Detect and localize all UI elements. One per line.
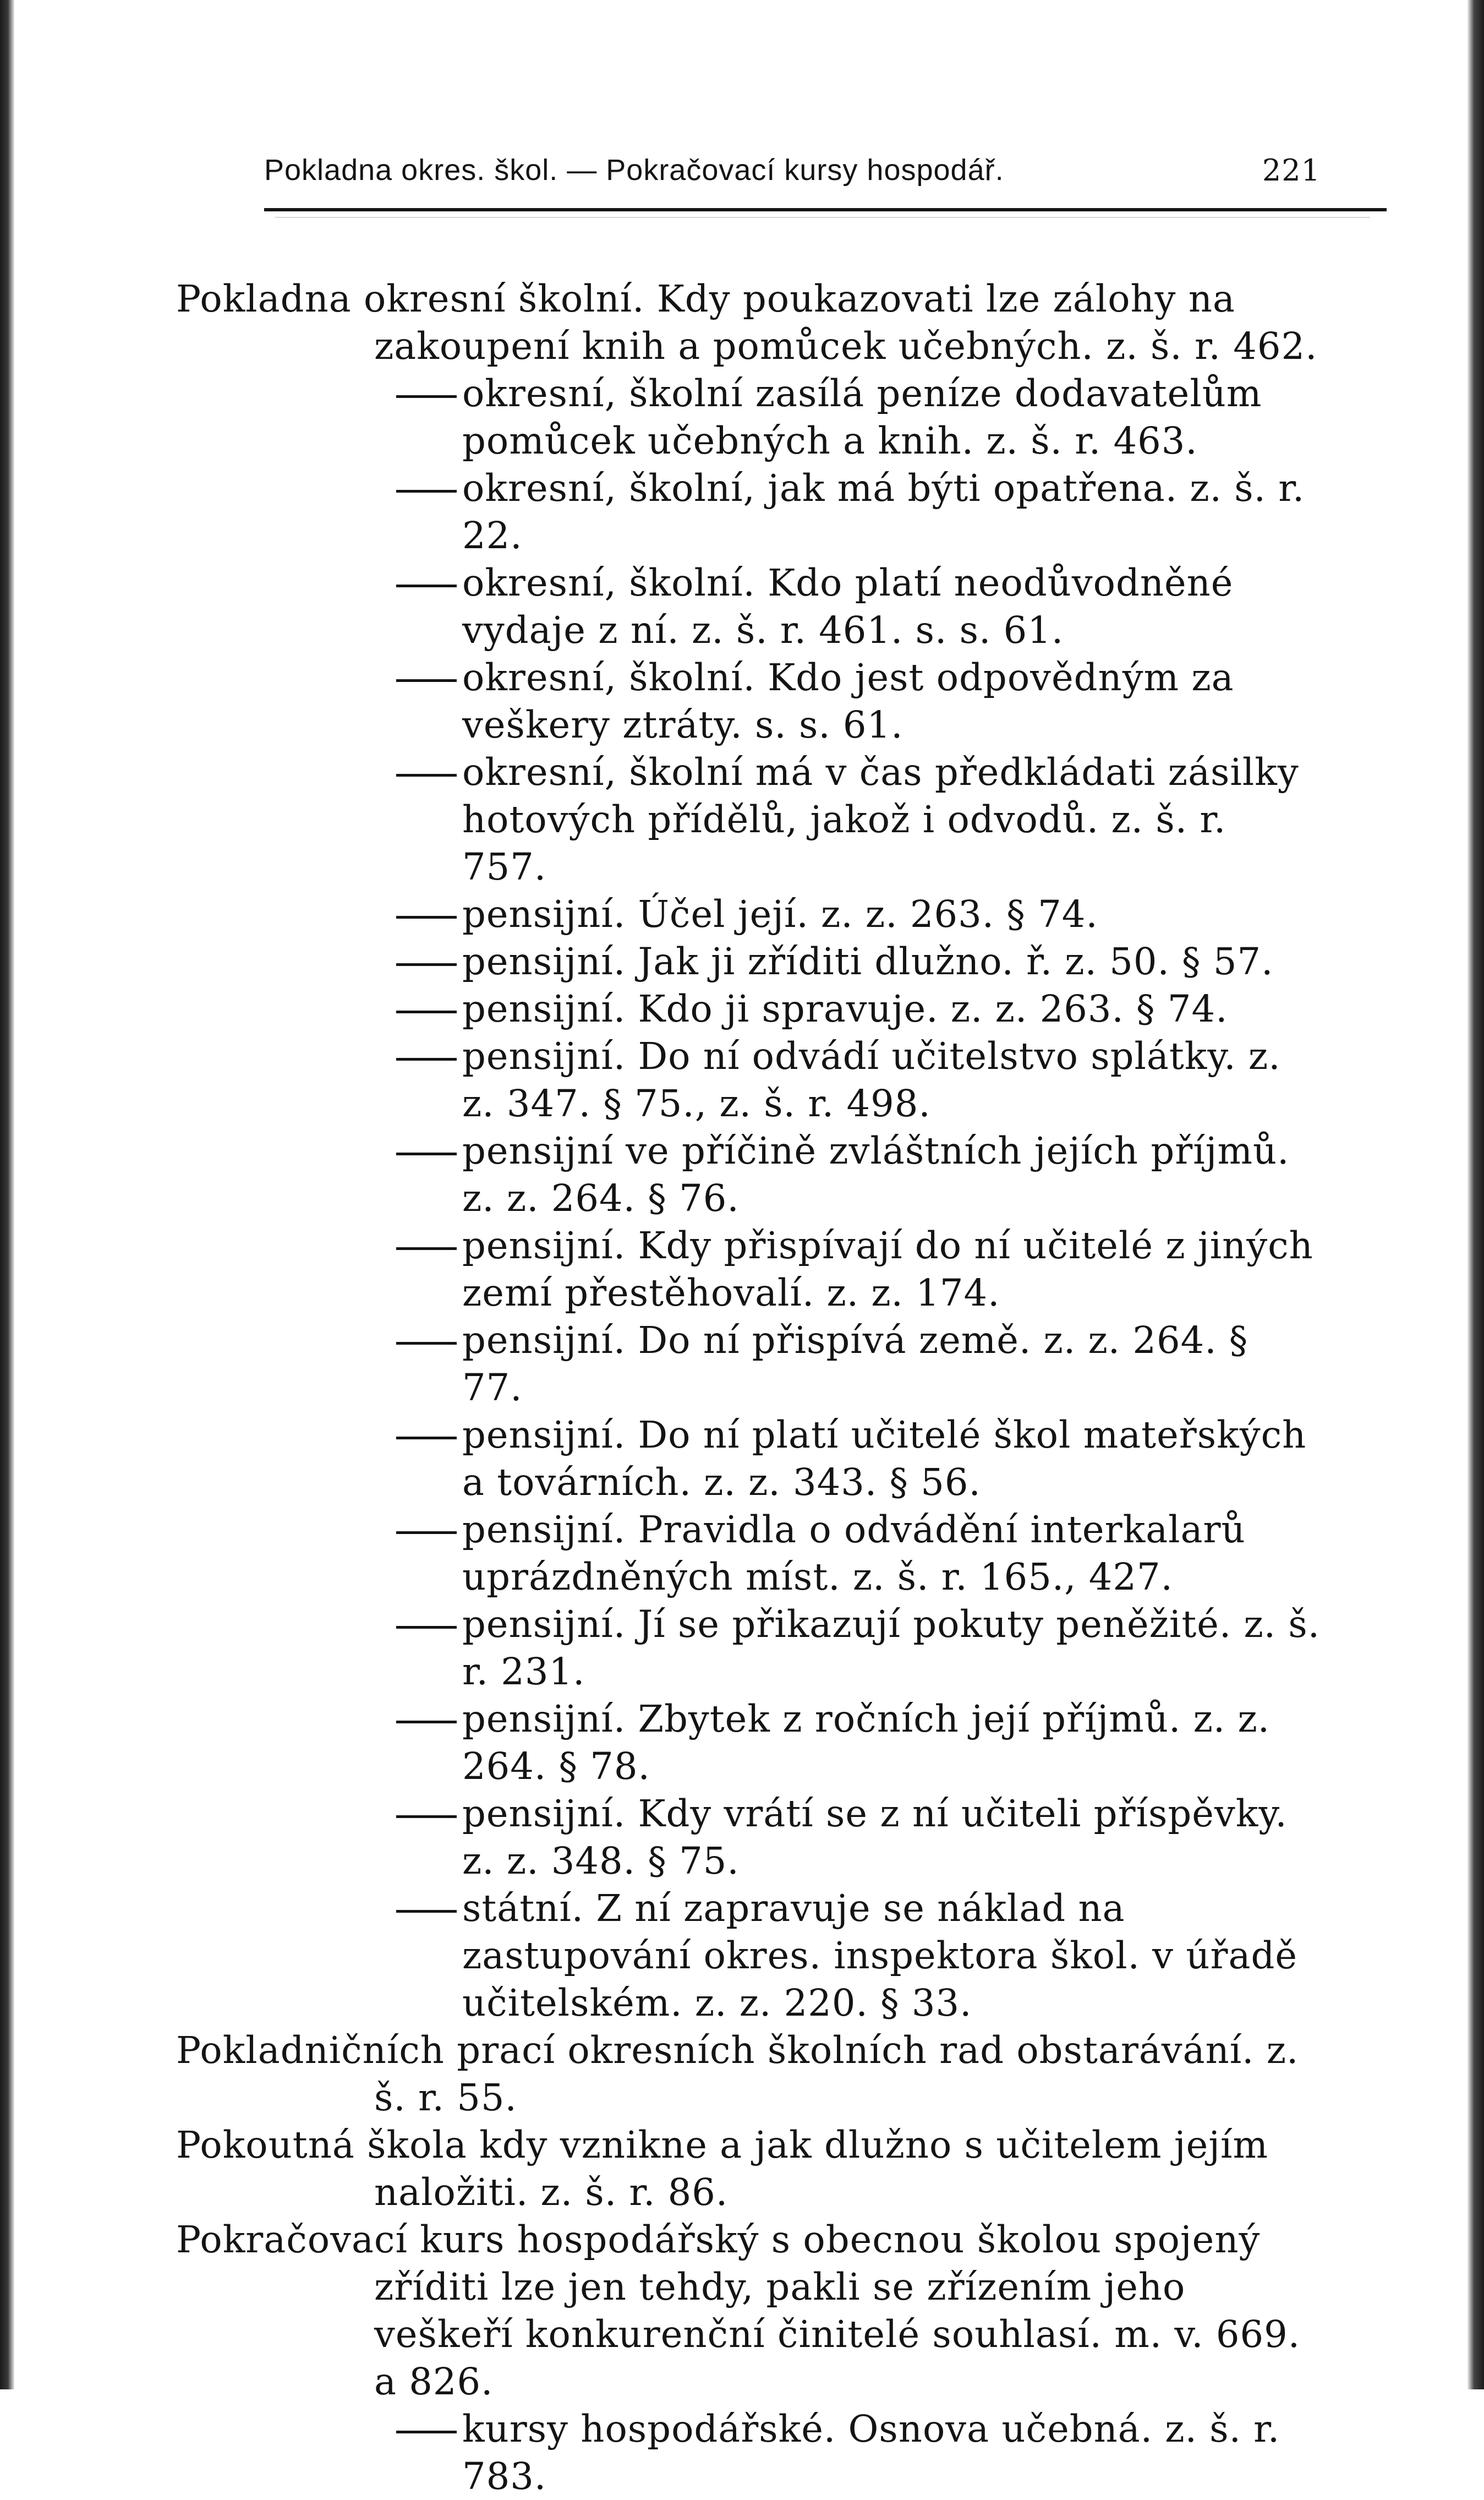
running-title: Pokladna okres. škol. — Pokračovací kursy hospodář.: [264, 154, 1004, 187]
index-entry-sub: pensijní. Zbytek z ročních její příjmů. z. z. 264. § 78.: [374, 1695, 1321, 1790]
index-entry-sub: pensijní. Kdo ji spravuje. z. z. 263. § 74.: [374, 985, 1321, 1033]
entry-dash: [374, 559, 457, 607]
index-entry-sub: pensijní. Účel její. z. z. 263. § 74.: [374, 891, 1321, 938]
entry-dash: [374, 654, 457, 701]
index-entry-sub: pensijní. Do ní přispívá země. z. z. 264. § 77.: [374, 1317, 1321, 1411]
index-entry-main: Pokoutná škola kdy vznikne a jak dlužno s učitelem jejím naložiti. z. š. r. 86.: [176, 2124, 1268, 2214]
index-entry-sub: okresní, školní zasílá peníze dodavatelům pomůcek učebných a knih. z. š. r. 463.: [374, 370, 1321, 465]
index-entry-sub: kursy hospodářské. Osnova učebná. z. š. r. 783.: [374, 2405, 1321, 2500]
index-entry-sub: pensijní. Do ní odvádí učitelstvo splátky. z. z. 347. § 75., z. š. r. 498.: [374, 1033, 1321, 1127]
index-entry-sub: pensijní ve příčině zvláštních jejích příjmů. z. z. 264. § 76.: [374, 1127, 1321, 1222]
index-entry-sub: pensijní. Kdy vrátí se z ní učiteli příspěvky. z. z. 348. § 75.: [374, 1790, 1321, 1885]
entry-dash: [374, 370, 457, 417]
index-entry-sub: pensijní. Jak ji zříditi dlužno. ř. z. 50. § 57.: [374, 938, 1321, 985]
entry-dash: [374, 1222, 457, 1269]
entry-dash: [374, 1127, 457, 1175]
index-entry-sub: okresní, školní. Kdo platí neodůvodněné vydaje z ní. z. š. r. 461. s. s. 61.: [374, 559, 1321, 654]
entry-dash: [374, 938, 457, 985]
entry-dash: [374, 891, 457, 938]
header-rule: [264, 208, 1387, 211]
scan-edge-right: [1467, 0, 1484, 2389]
entry-dash: [374, 465, 457, 512]
index-entry-sub: okresní, školní. Kdo jest odpovědným za veškery ztráty. s. s. 61.: [374, 654, 1321, 749]
index-entry-sub: pensijní. Pravidla o odvádění interkalarů uprázdněných míst. z. š. r. 165., 427.: [374, 1506, 1321, 1601]
index-entries: [176, 275, 1321, 2500]
entry-dash: [374, 1317, 457, 1364]
index-entry-main: Pokladničních prací okresních školních rad obstarávání. z. š. r. 55.: [176, 2029, 1299, 2119]
entry-dash: [374, 1033, 457, 1080]
index-entry-main: Pokračovací kurs hospodářský s obecnou školou spojený zříditi lze jen tehdy, pakli se zřízením jeho veškeří konkurenční činitelé souhlasí. m. v. 669. a 826.: [176, 2218, 1301, 2403]
running-header: [176, 149, 1321, 190]
index-entry-sub: okresní, školní má v čas předkládati zásilky hotových přídělů, jakož i odvodů. z. š. r. 757.: [374, 749, 1321, 891]
entry-dash: [374, 1695, 457, 1743]
header-rule-shadow: [275, 217, 1370, 218]
index-entry-main: Pokladna okresní školní. Kdy poukazovati lze zálohy na zakoupení knih a pomůcek učebných. z. š. r. 462.: [176, 277, 1318, 368]
index-entry-sub: pensijní. Do ní platí učitelé škol mateřských a továrních. z. z. 343. § 56.: [374, 1411, 1321, 1506]
index-entry-sub: pensijní. Jí se přikazují pokuty peněžité. z. š. r. 231.: [374, 1601, 1321, 1695]
entry-dash: [374, 1506, 457, 1553]
entry-dash: [374, 1601, 457, 1648]
entry-dash: [374, 1411, 457, 1459]
entry-dash: [374, 1790, 457, 1837]
entry-dash: [374, 2405, 457, 2453]
book-page: [176, 149, 1321, 2498]
index-entry-sub: pensijní. Kdy přispívají do ní učitelé z jiných zemí přestěhovalí. z. z. 174.: [374, 1222, 1321, 1317]
index-entry-sub: okresní, školní, jak má býti opatřena. z. š. r. 22.: [374, 465, 1321, 559]
entry-dash: [374, 985, 457, 1033]
entry-dash: [374, 1885, 457, 1932]
entry-dash: [374, 749, 457, 796]
index-entry-sub: státní. Z ní zapravuje se náklad na zastupování okres. inspektora škol. v úřadě učitelském. z. z. 220. § 33.: [374, 1885, 1321, 2027]
page-number: 221: [1262, 153, 1321, 188]
scan-edge-left: [0, 0, 14, 2389]
